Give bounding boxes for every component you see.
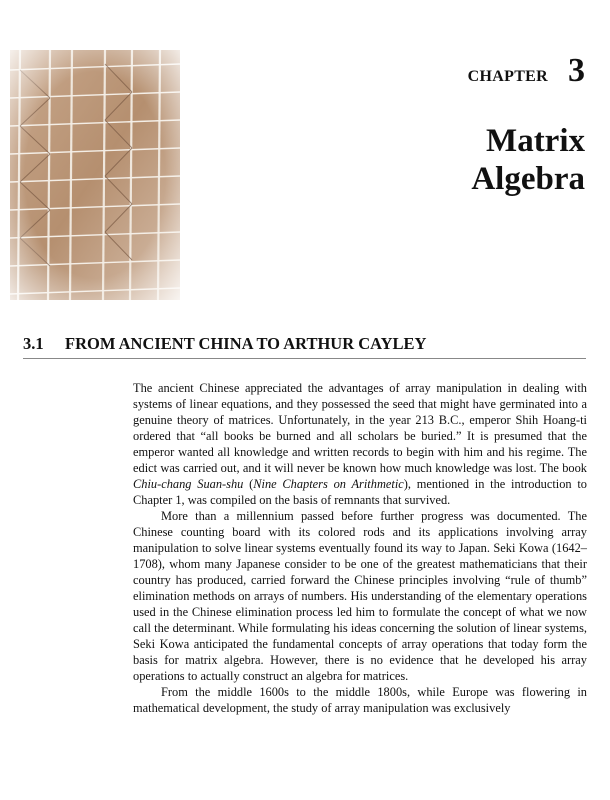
chapter-title <box>471 122 585 198</box>
book-title-chinese: Chiu-chang Suan-shu <box>133 477 244 491</box>
chapter-title-line-1: Matrix <box>486 123 585 159</box>
paragraph-1 <box>133 380 587 508</box>
section-heading <box>23 334 586 359</box>
paragraph-1-text-a: The ancient Chinese appreciated the advantages of array manipulation in dealing with systems of linear equations, and they possessed the seed that might have germinated into a genuine theory of matrices. Unfortunately, in the year 213 B.C., emperor Shih Hoang-ti ordered that “all books be burned and all scholars be buried.” It is presumed that the emperor wanted all knowledge and written records to begin with him and his regime. The edict was carried out, and it will never be known how much knowledge was lost. The book <box>133 381 587 475</box>
paragraph-3: From the middle 1600s to the middle 1800s, while Europe was flowering in mathematical development, the study of array manipulation was exclusively <box>133 685 587 715</box>
chapter-photo-scaffolding <box>10 50 180 300</box>
chapter-label: CHAPTER <box>467 68 548 85</box>
book-title-english: Nine Chapters on Arithmetic <box>253 477 404 491</box>
chapter-title-line-2: Algebra <box>471 161 585 197</box>
paragraph-2: More than a millennium passed before further progress was documented. The Chinese counting board with its colored rods and its applications involving array manipulation to solve linear systems eventually found its way to Japan. Seki Kowa (1642–1708), whom many Japanese consider to be one of the greatest mathematicians that their country has produced, carried forward the Chinese principles involving “rule of thumb” elimination methods on arrays of numbers. His understanding of the elementary operations used in the Chinese elimination process led him to formulate the concept of what we now call the determinant. While formulating his ideas concerning the solution of linear systems, Seki Kowa anticipated the fundamental concepts of array operations that today form the basis for matrix algebra. However, there is no evidence that he developed his array operations to actually construct an algebra for matrices. <box>133 509 587 683</box>
section-title: FROM ANCIENT CHINA TO ARTHUR CAYLEY <box>65 334 427 353</box>
body-text <box>133 380 587 716</box>
scaffolding-illustration <box>10 50 180 300</box>
chapter-number: 3 <box>568 52 585 89</box>
chapter-heading <box>468 52 585 90</box>
paragraph-1-text-b: ( <box>243 477 254 491</box>
section-number: 3.1 <box>23 334 44 353</box>
paragraph-1-text-c: ), mentioned in the introduction to Chapter 1, was compiled on the basis of remnants that survived. <box>133 477 587 507</box>
